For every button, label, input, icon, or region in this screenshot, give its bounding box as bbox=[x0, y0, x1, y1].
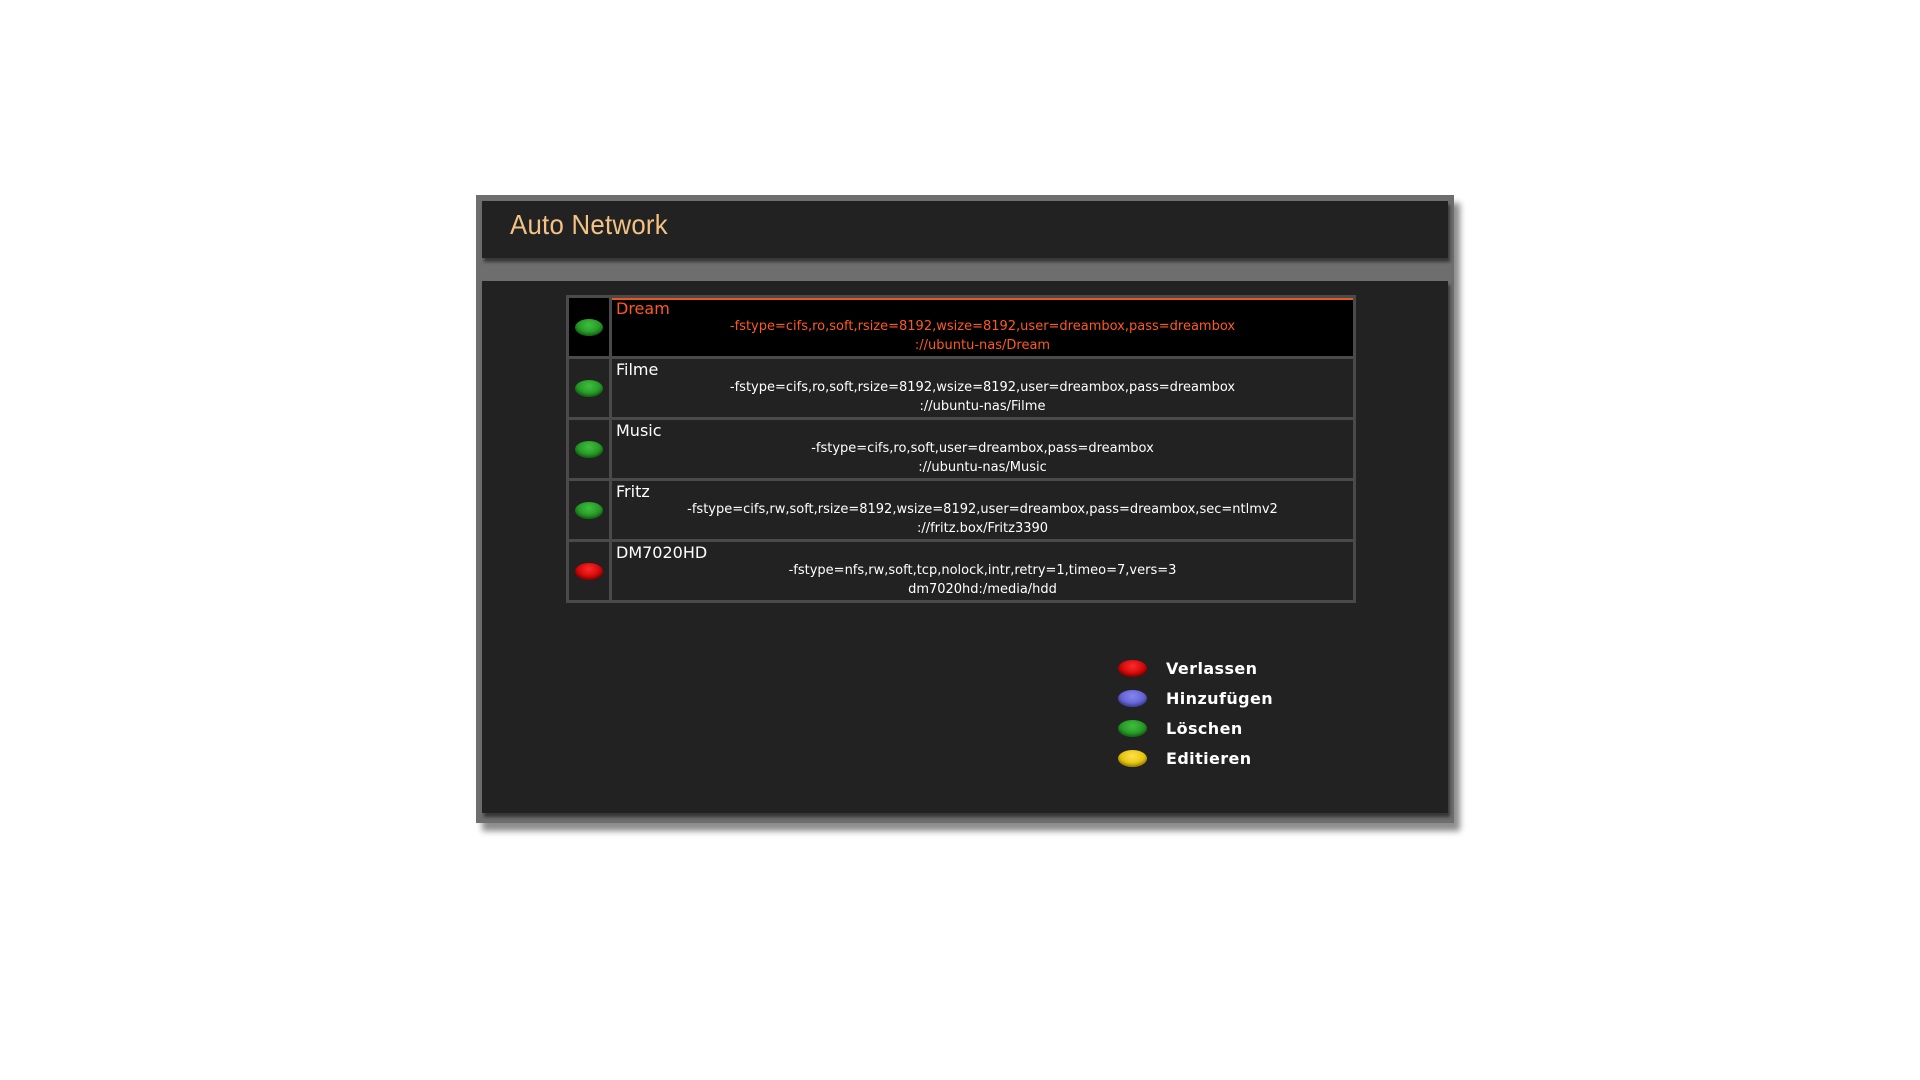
red-key-icon bbox=[1118, 660, 1147, 677]
yellow-key-icon bbox=[1118, 750, 1147, 767]
mount-path: ://ubuntu-nas/Music bbox=[918, 460, 1047, 475]
mount-path: ://ubuntu-nas/Filme bbox=[919, 399, 1046, 414]
mount-row-filme[interactable] bbox=[569, 359, 1353, 417]
status-green-icon bbox=[575, 319, 603, 336]
mount-row-dream[interactable] bbox=[569, 298, 1353, 356]
mount-info bbox=[612, 542, 1353, 600]
mount-row-dm7020hd[interactable] bbox=[569, 542, 1353, 600]
mount-options: -fstype=cifs,rw,soft,rsize=8192,wsize=8192,user=dreambox,pass=dreambox,sec=ntlmv2 bbox=[687, 502, 1278, 517]
edit-button[interactable] bbox=[1118, 743, 1273, 773]
delete-label: Löschen bbox=[1166, 718, 1243, 738]
color-key-legend bbox=[1118, 653, 1273, 773]
auto-network-window bbox=[476, 195, 1454, 823]
mount-options: -fstype=cifs,ro,soft,rsize=8192,wsize=8192,user=dreambox,pass=dreambox bbox=[729, 380, 1236, 395]
add-label: Hinzufügen bbox=[1166, 688, 1274, 708]
status-green-icon bbox=[575, 441, 603, 458]
mount-path: ://ubuntu-nas/Dream bbox=[914, 338, 1051, 353]
status-cell bbox=[569, 359, 609, 417]
content-panel bbox=[482, 281, 1448, 813]
mount-name: Filme bbox=[616, 360, 659, 379]
status-cell bbox=[569, 298, 609, 356]
status-cell bbox=[569, 420, 609, 478]
exit-label: Verlassen bbox=[1166, 658, 1258, 678]
mount-options: -fstype=nfs,rw,soft,tcp,nolock,intr,retry=1,timeo=7,vers=3 bbox=[788, 563, 1177, 578]
status-green-icon bbox=[575, 380, 603, 397]
exit-button[interactable] bbox=[1118, 653, 1273, 683]
mount-path: dm7020hd:/media/hdd bbox=[908, 582, 1057, 597]
add-button[interactable] bbox=[1118, 683, 1273, 713]
mount-list bbox=[566, 295, 1356, 603]
mount-name: Fritz bbox=[616, 482, 650, 501]
status-red-icon bbox=[575, 563, 603, 580]
mount-name: Music bbox=[616, 421, 662, 440]
window-title: Auto Network bbox=[510, 209, 668, 240]
mount-row-music[interactable] bbox=[569, 420, 1353, 478]
mount-row-fritz[interactable] bbox=[569, 481, 1353, 539]
mount-info bbox=[612, 359, 1353, 417]
mount-info bbox=[612, 298, 1353, 356]
blue-key-icon bbox=[1118, 690, 1147, 707]
mount-path: ://fritz.box/Fritz3390 bbox=[916, 521, 1049, 536]
green-key-icon bbox=[1118, 720, 1147, 737]
delete-button[interactable] bbox=[1118, 713, 1273, 743]
mount-info bbox=[612, 481, 1353, 539]
status-green-icon bbox=[575, 502, 603, 519]
mount-name: Dream bbox=[616, 299, 670, 318]
status-cell bbox=[569, 542, 609, 600]
mount-info bbox=[612, 420, 1353, 478]
title-bar bbox=[482, 201, 1448, 258]
status-cell bbox=[569, 481, 609, 539]
mount-options: -fstype=cifs,ro,soft,user=dreambox,pass=dreambox bbox=[811, 441, 1154, 456]
mount-name: DM7020HD bbox=[616, 543, 708, 562]
edit-label: Editieren bbox=[1166, 748, 1252, 768]
mount-options: -fstype=cifs,ro,soft,rsize=8192,wsize=8192,user=dreambox,pass=dreambox bbox=[729, 319, 1236, 334]
